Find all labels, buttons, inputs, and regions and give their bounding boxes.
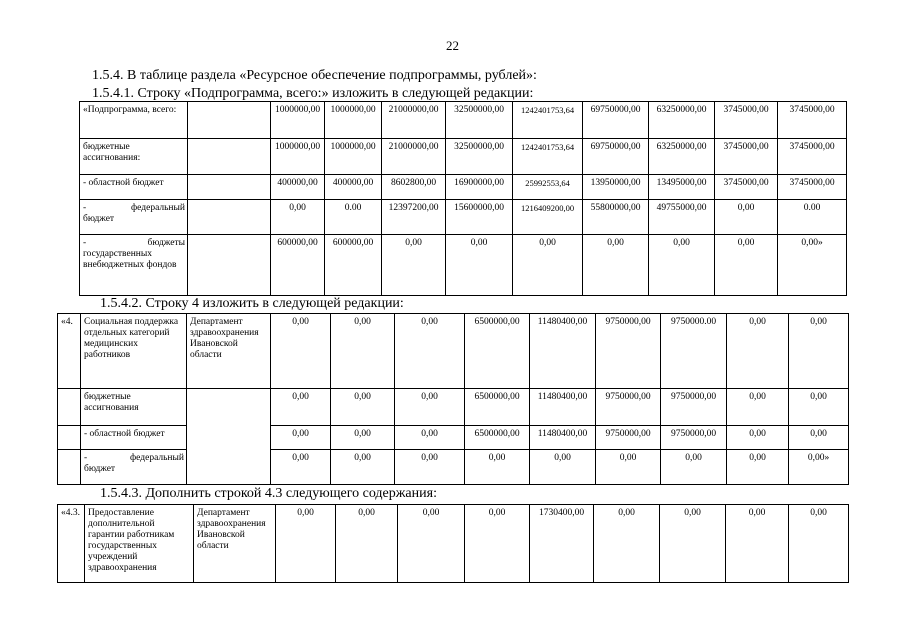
table-cell: 13950000,00 xyxy=(583,175,649,200)
table-cell: 63250000,00 xyxy=(649,139,715,175)
row-executor: Департамент здравоохранения Ивановской области xyxy=(194,505,276,583)
table-cell: 0,00 xyxy=(660,505,726,583)
table-cell: 9750000,00 xyxy=(596,389,661,426)
table-cell: 0,00 xyxy=(726,505,789,583)
table-cell: 0,00 xyxy=(513,235,583,296)
table-cell: 0,00 xyxy=(331,426,395,450)
heading-1-5-4-2: 1.5.4.2. Строку 4 изложить в следующей редакции: xyxy=(100,296,404,311)
table-cell: 0,00 xyxy=(395,389,465,426)
table-cell: 600000,00 xyxy=(325,235,382,296)
row-number: «4. xyxy=(58,314,81,389)
table-row xyxy=(58,450,849,485)
row-label: бюджетные ассигнования: xyxy=(80,139,188,175)
page-number: 22 xyxy=(446,38,459,53)
table-cell: 0,00 xyxy=(715,200,778,235)
table-cell: 1216409200,00 xyxy=(513,200,583,235)
table-cell: 9750000.00 xyxy=(661,314,727,389)
table-cell: 0,00 xyxy=(727,450,789,485)
table-row xyxy=(80,235,847,296)
table-cell: 3745000,00 xyxy=(715,102,778,139)
table-cell: 0,00 xyxy=(661,450,727,485)
table-cell: 0,00 xyxy=(465,505,530,583)
table-cell: 11480400,00 xyxy=(530,389,596,426)
table-row xyxy=(80,200,847,235)
table-row xyxy=(58,314,849,389)
row-label: бюджетные ассигнования xyxy=(81,389,187,426)
table-row xyxy=(80,102,847,139)
table-cell: 3745000,00 xyxy=(778,175,847,200)
table-cell: 9750000,00 xyxy=(661,389,727,426)
table-cell: 13495000,00 xyxy=(649,175,715,200)
table-cell: 0,00 xyxy=(583,235,649,296)
table-cell: 0,00 xyxy=(271,389,331,426)
table-cell: 8602800,00 xyxy=(382,175,446,200)
row-label: - областной бюджет xyxy=(81,426,187,450)
row-label: «Подпрограмма, всего: xyxy=(80,102,188,139)
table-cell: 21000000,00 xyxy=(382,139,446,175)
table-cell: 16900000,00 xyxy=(446,175,513,200)
table-cell: 12397200,00 xyxy=(382,200,446,235)
table-cell: 6500000,00 xyxy=(465,314,530,389)
table-cell: 0,00 xyxy=(276,505,336,583)
table-cell: 400000,00 xyxy=(325,175,382,200)
table-cell: 0,00 xyxy=(727,389,789,426)
table-cell: 1000000,00 xyxy=(271,139,325,175)
table-cell: 0,00 xyxy=(727,426,789,450)
table-row xyxy=(58,426,849,450)
table-cell: 0,00 xyxy=(395,426,465,450)
table-row xyxy=(58,389,849,426)
table-cell: 25992553,64 xyxy=(513,175,583,200)
table-cell: 0,00 xyxy=(271,200,325,235)
table-cell: 0,00 xyxy=(382,235,446,296)
table-cell: 6500000,00 xyxy=(465,389,530,426)
table-cell: 0,00 xyxy=(271,426,331,450)
table-cell: 0,00 xyxy=(789,314,849,389)
row-executor: Департамент здравоохранения Ивановской области xyxy=(187,314,271,389)
table-cell: 0.00 xyxy=(325,200,382,235)
row-label: - бюджеты государственных внебюджетных фондов xyxy=(80,235,188,296)
table-cell: 0,00 xyxy=(271,314,331,389)
table-cell: 9750000,00 xyxy=(596,426,661,450)
table-subprogram-total xyxy=(79,101,847,296)
table-cell: 0,00 xyxy=(530,450,596,485)
table-cell: 0,00 xyxy=(465,450,530,485)
row-label: - федеральный бюджет xyxy=(80,200,188,235)
table-row xyxy=(58,505,849,583)
table-cell: 63250000,00 xyxy=(649,102,715,139)
heading-1-5-4-3: 1.5.4.3. Дополнить строкой 4.3 следующего содержания: xyxy=(100,486,437,501)
table-cell: 1000000,00 xyxy=(325,139,382,175)
table-cell: 0,00 xyxy=(789,505,849,583)
table-cell: 32500000,00 xyxy=(446,102,513,139)
table-cell: 0,00 xyxy=(398,505,465,583)
table-cell: 0,00 xyxy=(727,314,789,389)
table-cell: 3745000,00 xyxy=(715,175,778,200)
table-cell: 11480400,00 xyxy=(530,314,596,389)
row-label: - областной бюджет xyxy=(80,175,188,200)
table-cell: 1730400,00 xyxy=(530,505,594,583)
table-cell: 0,00 xyxy=(446,235,513,296)
table-cell: 0,00 xyxy=(331,314,395,389)
table-cell: 0,00 xyxy=(789,389,849,426)
table-cell: 0,00» xyxy=(789,450,849,485)
table-cell: 0,00 xyxy=(271,450,331,485)
table-cell: 1242401753,64 xyxy=(513,139,583,175)
table-cell: 600000,00 xyxy=(271,235,325,296)
table-cell: 0,00» xyxy=(778,235,847,296)
table-cell: 11480400,00 xyxy=(530,426,596,450)
table-cell: 9750000,00 xyxy=(596,314,661,389)
table-cell: 49755000,00 xyxy=(649,200,715,235)
table-row xyxy=(80,139,847,175)
table-cell: 0,00 xyxy=(649,235,715,296)
table-cell: 0,00 xyxy=(594,505,660,583)
row-name: Социальная поддержка отдельных категорий медицинских работников xyxy=(81,314,187,389)
table-cell: 3745000,00 xyxy=(715,139,778,175)
table-cell: 3745000,00 xyxy=(778,139,847,175)
table-cell: 9750000,00 xyxy=(661,426,727,450)
table-cell: 32500000,00 xyxy=(446,139,513,175)
table-cell: 0,00 xyxy=(336,505,398,583)
table-cell: 0,00 xyxy=(331,389,395,426)
table-cell: 1000000,00 xyxy=(271,102,325,139)
table-cell: 400000,00 xyxy=(271,175,325,200)
table-cell: 1242401753,64 xyxy=(513,102,583,139)
table-row-4-3 xyxy=(57,504,849,583)
row-number: «4.3. xyxy=(58,505,85,583)
intro-line-1: 1.5.4. В таблице раздела «Ресурсное обеспечение подпрограммы, рублей»: xyxy=(92,68,537,83)
table-cell: 0,00 xyxy=(715,235,778,296)
table-cell: 0,00 xyxy=(789,426,849,450)
row-label: - федеральный бюджет xyxy=(81,450,187,485)
table-cell: 69750000,00 xyxy=(583,139,649,175)
table-cell: 0,00 xyxy=(596,450,661,485)
table-cell: 55800000,00 xyxy=(583,200,649,235)
table-cell: 15600000,00 xyxy=(446,200,513,235)
table-cell: 0,00 xyxy=(331,450,395,485)
table-cell: 69750000,00 xyxy=(583,102,649,139)
table-cell: 0,00 xyxy=(395,450,465,485)
table-cell: 6500000,00 xyxy=(465,426,530,450)
row-name: Предоставление дополнительной гарантии работникам государственных учреждений здравоохранения xyxy=(85,505,194,583)
intro-line-2: 1.5.4.1. Строку «Подпрограмма, всего:» изложить в следующей редакции: xyxy=(92,86,534,101)
table-row-4 xyxy=(57,313,849,485)
table-row xyxy=(80,175,847,200)
table-cell: 1000000,00 xyxy=(325,102,382,139)
table-cell: 21000000,00 xyxy=(382,102,446,139)
table-cell: 0.00 xyxy=(778,200,847,235)
table-cell: 0,00 xyxy=(395,314,465,389)
table-cell: 3745000,00 xyxy=(778,102,847,139)
